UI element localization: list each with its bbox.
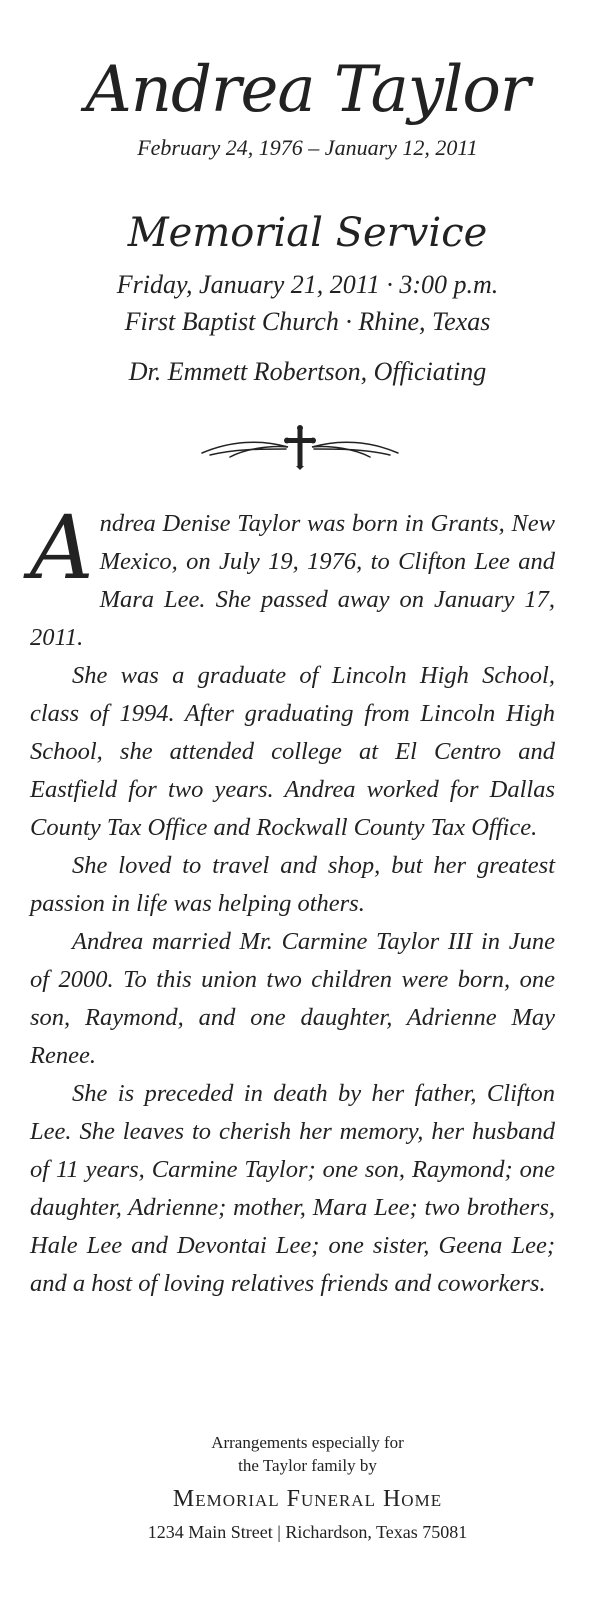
- obituary-paragraph-4: Andrea married Mr. Carmine Taylor III in June of 2000. To this union two children were born, one son, Raymond, and one daughter, Adrienne May Renee.: [30, 928, 555, 1069]
- obituary-text: [30, 496, 555, 1303]
- arrangements-line-1: Arrangements especially for: [211, 1433, 404, 1452]
- obituary-paragraph-1-text: ndrea Denise Taylor was born in Grants, New Mexico, on July 19, 1976, to Clifton Lee and Mara Lee. She passed away on January 17, 2011.: [30, 510, 555, 651]
- arrangements-line-2: the Taylor family by: [238, 1456, 377, 1475]
- life-dates: February 24, 1976 – January 12, 2011: [137, 135, 478, 160]
- service-location: First Baptist Church · Rhine, Texas: [124, 307, 491, 336]
- drop-cap-letter: A: [30, 496, 94, 599]
- cross-flourish-icon: [200, 425, 400, 470]
- service-officiant: Dr. Emmett Robertson, Officiating: [128, 357, 487, 386]
- obituary-paragraph-3: She loved to travel and shop, but her greatest passion in life was helping others.: [30, 852, 555, 917]
- deceased-name: Andrea Taylor: [85, 53, 530, 127]
- funeral-home-name: Memorial Funeral Home: [172, 1486, 443, 1512]
- service-title: Memorial Service: [127, 210, 488, 256]
- funeral-home-address: 1234 Main Street | Richardson, Texas 75081: [147, 1522, 468, 1542]
- obituary-paragraph-5: She is preceded in death by her father, Clifton Lee. She leaves to cherish her memory, her husband of 11 years, Carmine Taylor; one son, Raymond; one daughter, Adrienne; mother, Mara Lee; two brothers, Hale Lee and Devontai Lee; one sister, Geena Lee; and a host of loving relatives friends and coworkers.: [30, 1080, 555, 1297]
- service-datetime: Friday, January 21, 2011 · 3:00 p.m.: [116, 270, 499, 299]
- obituary-paragraph-1: [30, 496, 555, 657]
- obituary-paragraph-2: She was a graduate of Lincoln High School, class of 1994. After graduating from Lincoln High School, she attended college at El Centro and Eastfield for two years. Andrea worked for Dallas County Tax Office and Rockwall County Tax Office.: [30, 662, 555, 841]
